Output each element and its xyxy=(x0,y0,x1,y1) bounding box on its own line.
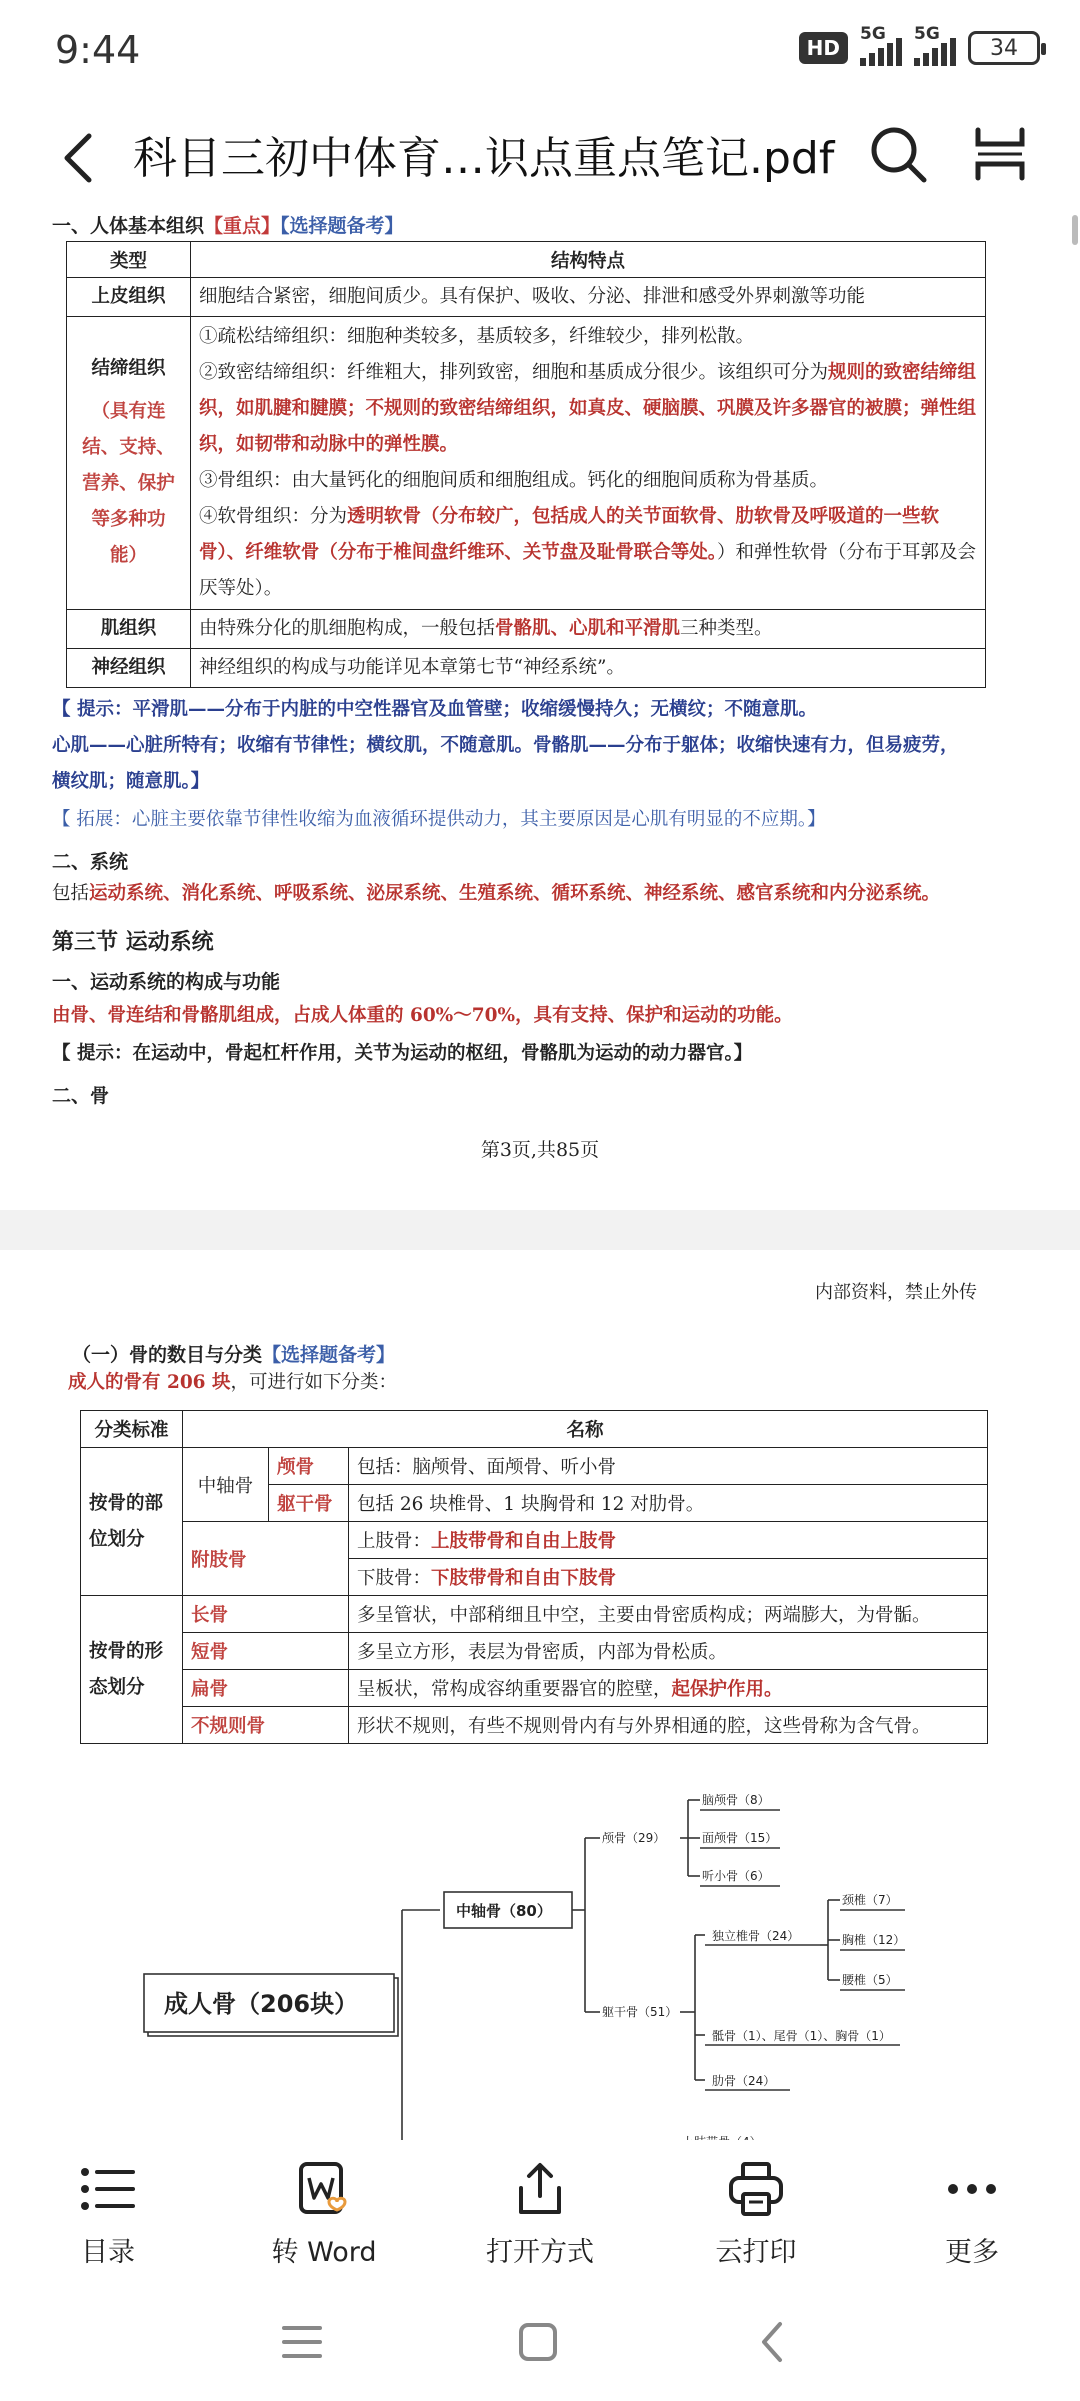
systems-text: 包括运动系统、消化系统、呼吸系统、泌尿系统、生殖系统、循环系统、神经系统、感官系统和内分泌系统。 xyxy=(52,883,941,904)
toc-button[interactable]: 目录 xyxy=(0,2140,216,2290)
app-header xyxy=(0,100,1080,210)
motion-tip: 【 提示：在运动中，骨起杠杆作用，关节为运动的枢纽，骨骼肌为运动的动力器官。】 xyxy=(52,1043,753,1064)
tree-facial: 面颅骨（15） xyxy=(702,1831,778,1845)
watermark-text: 内部资料，禁止外传 xyxy=(815,1282,977,1303)
bone-tree-diagram xyxy=(140,1780,940,2140)
motion-system-text: 由骨、骨连结和骨骼肌组成，占成人体重的 60%～70%，具有支持、保护和运动的功能。 xyxy=(52,1005,793,1026)
tree-cranial: 脑颅骨（8） xyxy=(702,1793,770,1807)
tree-axial: 中轴骨（80） xyxy=(456,1902,552,1920)
tip-extension: 【 拓展：心脏主要依靠节律性收缩为血液循环提供动力，其主要原因是心肌有明显的不应期。】 xyxy=(52,809,826,830)
status-bar xyxy=(0,0,1080,100)
share-icon xyxy=(509,2158,571,2220)
clock: 9:44 xyxy=(55,28,141,72)
section-title: 二、骨 xyxy=(52,1085,110,1107)
back-nav-icon[interactable] xyxy=(752,2320,796,2364)
more-button[interactable]: 更多 xyxy=(864,2140,1080,2290)
tree-cervical: 颈椎（7） xyxy=(842,1893,898,1907)
section-title: 一、运动系统的构成与功能 xyxy=(52,971,281,993)
scroll-indicator[interactable] xyxy=(1072,215,1078,245)
pdf-page-4 xyxy=(0,1250,1080,2140)
word-icon xyxy=(293,2158,355,2220)
section-title: 二、系统 xyxy=(52,851,129,873)
system-nav-bar xyxy=(0,2290,1080,2401)
back-arrow-icon[interactable] xyxy=(55,128,105,188)
tip-cardiac-muscle: 心肌——心脏所特有；收缩有节律性；横纹肌，不随意肌。骨骼肌——分布于躯体；收缩快速有力，但易疲劳， xyxy=(52,735,959,756)
more-icon xyxy=(941,2158,1003,2220)
tip-skeletal-muscle: 横纹肌；随意肌。】 xyxy=(52,771,210,792)
open-with-button[interactable]: 打开方式 xyxy=(432,2140,648,2290)
section-title: 一、人体基本组织【重点】【选择题备考】 xyxy=(52,215,404,237)
tree-vertebrae: 独立椎骨（24） xyxy=(712,1929,800,1943)
tree-skull: 颅骨（29） xyxy=(602,1831,666,1845)
printer-icon xyxy=(725,2158,787,2220)
tree-trunk: 躯干骨（51） xyxy=(602,2005,678,2019)
page-number: 第3页,共85页 xyxy=(480,1139,600,1161)
tree-ribs: 肋骨（24） xyxy=(712,2074,776,2088)
menu-nav-icon[interactable] xyxy=(280,2320,324,2364)
list-icon xyxy=(77,2158,139,2220)
document-title: 科目三初中体育…识点重点笔记.pdf xyxy=(133,133,835,184)
hd-badge: HD xyxy=(799,32,848,64)
bone-count-text: 成人的骨有 206 块，可进行如下分类： xyxy=(68,1372,398,1393)
section-title: （一）骨的数目与分类【选择题备考】 xyxy=(72,1344,396,1366)
tree-root: 成人骨（206块） xyxy=(164,1990,359,2018)
to-word-button[interactable]: 转 Word xyxy=(216,2140,432,2290)
bottom-toolbar xyxy=(0,2140,1080,2290)
cloud-print-button[interactable]: 云打印 xyxy=(648,2140,864,2290)
tree-lumbar: 腰椎（5） xyxy=(842,1973,898,1987)
tree-sacrum: 骶骨（1）、尾骨（1）、胸骨（1） xyxy=(712,2029,891,2043)
tissue-table: 类型 结构特点 上皮组织 细胞结合紧密，细胞间质少。具有保护、吸收、分泌、排泄和感受外界刺激等功能 结缔组织 （具有连结、支持、营养、保护等多种功能） ①疏松结缔组织：细胞种类较多，基质较多，纤维较少，排列松散。 ②致密结缔组织：纤维粗大，排列致密，细胞和基质成分很少。该组织可分为规则的致密结缔组织，如肌腱和腱膜；不规则的致密结缔组织，如真皮、硬脑膜、巩膜及许多器官的被膜；弹性组织，如韧带和动脉中的弹性膜。 ③骨组织：由大量钙化的细胞间质和细胞组成。钙化的细胞间质称为骨基质。 ④软骨组织：分为透明软骨（分布较广，包括成人的关节面软骨、肋软骨及呼吸道的一些软骨）、纤维软骨（分布于椎间盘纤维环、关节盘及耻骨联合等处。）和弹性软骨（分布于耳郭及会厌等处）。 肌组织 由特殊分化的肌细胞构成，一般包括骨骼肌、心肌和平滑肌三种类型。 神经组织 神经组织的构成与功能详见本章第七节“神经系统”。 xyxy=(66,241,986,688)
home-nav-icon[interactable] xyxy=(516,2320,560,2364)
bone-classification-table: 分类标准 名称 按骨的部位划分 中轴骨 颅骨 包括：脑颅骨、面颅骨、听小骨 躯干骨 包括 26 块椎骨、1 块胸骨和 12 对肋骨。 附肢骨 上肢骨：上肢带骨和自由上肢骨 下肢骨：下肢带骨和自由下肢骨 按骨的形态划分 长骨 多呈管状，中部稍细且中空，主要由骨密质构成；两端膨大，为骨骺。 短骨 多呈立方形，表层为骨密质，内部为骨松质。 扁骨 呈板状，常构成容纳重要器官的腔壁，起保护作用。 不规则骨 形状不规则，有些不规则骨内有与外界相通的腔，这些骨称为含气骨。 xyxy=(80,1410,988,1744)
tip-smooth-muscle: 【 提示：平滑肌——分布于内脏的中空性器官及血管壁；收缩缓慢持久；无横纹；不随意肌。 xyxy=(52,699,817,720)
tree-thoracic: 胸椎（12） xyxy=(842,1933,906,1947)
chapter-title: 第三节 运动系统 xyxy=(52,929,214,955)
pdf-page-3 xyxy=(0,205,1080,1210)
pdf-viewer[interactable] xyxy=(0,205,1080,2140)
tree-ossicles: 听小骨（6） xyxy=(702,1869,770,1883)
reading-mode-icon[interactable] xyxy=(970,122,1030,186)
search-icon[interactable] xyxy=(866,122,930,186)
battery-icon: 34 xyxy=(968,31,1040,65)
signal-icon-2: 5G xyxy=(914,30,956,66)
signal-icon: 5G xyxy=(860,30,902,66)
